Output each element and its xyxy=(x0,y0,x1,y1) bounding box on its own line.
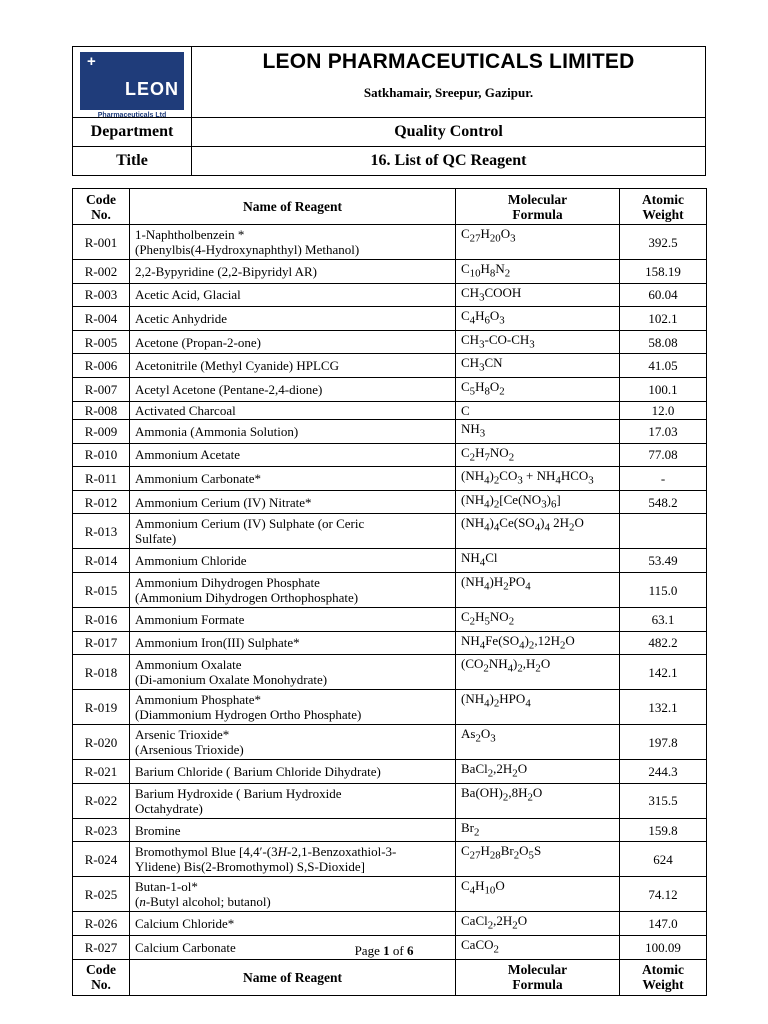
reagent-name: Ammonium Formate xyxy=(130,608,456,632)
reagent-weight: 142.1 xyxy=(620,655,707,690)
reagent-code: R-006 xyxy=(73,354,130,378)
page-number: 1 xyxy=(383,943,390,958)
reagent-formula: C xyxy=(456,401,620,420)
reagent-formula: $BaCl_2,2H_2O$ xyxy=(456,760,620,784)
reagent-formula: $NH_4Fe(SO_4)_2,12H_2O$ xyxy=(456,631,620,655)
table-row xyxy=(73,725,707,760)
company-logo xyxy=(80,52,184,119)
reagent-code: R-002 xyxy=(73,260,130,284)
footer-header-formula: Molecular Formula xyxy=(456,959,620,995)
reagent-code: R-009 xyxy=(73,420,130,444)
table-row xyxy=(73,818,707,842)
table-row xyxy=(73,260,707,284)
reagent-weight: 624 xyxy=(620,842,707,877)
document-header xyxy=(72,46,706,176)
table-row xyxy=(73,912,707,936)
table-footer-row xyxy=(73,959,707,995)
table-row xyxy=(73,631,707,655)
reagent-name: Bromine xyxy=(130,818,456,842)
reagent-formula: $CH_3-CO-CH_3$ xyxy=(456,330,620,354)
reagent-code: R-019 xyxy=(73,690,130,725)
reagent-formula: $NH_3$ xyxy=(456,420,620,444)
reagent-name: Acetone (Propan-2-one) xyxy=(130,330,456,354)
reagent-weight: 115.0 xyxy=(620,573,707,608)
reagent-weight: 315.5 xyxy=(620,783,707,818)
reagent-name: Ammonium Iron(III) Sulphate* xyxy=(130,631,456,655)
reagent-name: Ammonium Cerium (IV) Nitrate* xyxy=(130,490,456,514)
reagent-weight: 77.08 xyxy=(620,443,707,467)
header-code: Code No. xyxy=(73,189,130,225)
reagent-name: Acetyl Acetone (Pentane-2,4-dione) xyxy=(130,377,456,401)
reagent-code: R-014 xyxy=(73,549,130,573)
reagent-weight: 197.8 xyxy=(620,725,707,760)
footer-header-code: Code No. xyxy=(73,959,130,995)
table-row xyxy=(73,573,707,608)
table-row xyxy=(73,608,707,632)
reagent-name: Ammonia (Ammonia Solution) xyxy=(130,420,456,444)
reagent-formula: $C_{10}H_8N_2$ xyxy=(456,260,620,284)
reagent-weight: 159.8 xyxy=(620,818,707,842)
reagent-weight: 548.2 xyxy=(620,490,707,514)
header-weight: Atomic Weight xyxy=(620,189,707,225)
reagent-code: R-012 xyxy=(73,490,130,514)
reagent-name: Ammonium Acetate xyxy=(130,443,456,467)
table-row xyxy=(73,377,707,401)
reagent-weight: 132.1 xyxy=(620,690,707,725)
reagent-code: R-020 xyxy=(73,725,130,760)
reagent-weight xyxy=(620,514,707,549)
reagent-code: R-008 xyxy=(73,401,130,420)
reagent-table xyxy=(72,188,707,996)
reagent-formula: $(NH_4)_2HPO_4$ xyxy=(456,690,620,725)
reagent-code: R-010 xyxy=(73,443,130,467)
reagent-formula: $C_{27}H_{28}Br_2O_5S$ xyxy=(456,842,620,877)
reagent-code: R-023 xyxy=(73,818,130,842)
reagent-name: Ammonium Cerium (IV) Sulphate (or Ceric Sulfate) xyxy=(130,514,456,549)
table-row xyxy=(73,549,707,573)
reagent-name: Barium Hydroxide ( Barium Hydroxide Octahydrate) xyxy=(130,783,456,818)
department-value: Quality Control xyxy=(192,118,706,147)
page-prefix: Page xyxy=(354,943,384,958)
reagent-formula: $(NH_4)H_2PO_4$ xyxy=(456,573,620,608)
reagent-formula: $(NH_4)_2CO_3 + NH_4HCO_3$ xyxy=(456,467,620,491)
table-row xyxy=(73,354,707,378)
reagent-formula: $C_4H_6O_3$ xyxy=(456,307,620,331)
table-body xyxy=(73,225,707,960)
reagent-name: Bromothymol Blue [4,4′-(3H-2,1-Benzoxathiol-3- Ylidene) Bis(2-Bromothymol) S,S-Dioxide] xyxy=(130,842,456,877)
reagent-name: Ammonium Carbonate* xyxy=(130,467,456,491)
reagent-code: R-021 xyxy=(73,760,130,784)
reagent-name: Calcium Carbonate xyxy=(130,936,456,960)
table-row xyxy=(73,760,707,784)
reagent-code: R-015 xyxy=(73,573,130,608)
reagent-formula: $As_2O_3$ xyxy=(456,725,620,760)
table-row xyxy=(73,330,707,354)
reagent-code: R-017 xyxy=(73,631,130,655)
reagent-name: Acetic Acid, Glacial xyxy=(130,283,456,307)
reagent-code: R-007 xyxy=(73,377,130,401)
reagent-code: R-022 xyxy=(73,783,130,818)
reagent-formula: $(NH_4)_2[Ce(NO_3)_6]$ xyxy=(456,490,620,514)
reagent-formula: $C_2H_7NO_2$ xyxy=(456,443,620,467)
table-row xyxy=(73,490,707,514)
logo-word: LEON xyxy=(124,79,179,99)
reagent-code: R-003 xyxy=(73,283,130,307)
table-row xyxy=(73,283,707,307)
page-total: 6 xyxy=(406,943,414,958)
header-name: Name of Reagent xyxy=(130,189,456,225)
reagent-weight: 17.03 xyxy=(620,420,707,444)
reagent-name: Activated Charcoal xyxy=(130,401,456,420)
reagent-name: Ammonium Phosphate* (Diammonium Hydrogen Ortho Phosphate) xyxy=(130,690,456,725)
reagent-weight: - xyxy=(620,467,707,491)
reagent-weight: 100.09 xyxy=(620,936,707,960)
reagent-weight: 58.08 xyxy=(620,330,707,354)
reagent-code: R-025 xyxy=(73,877,130,912)
table-row xyxy=(73,514,707,549)
logo-plus-icon: + xyxy=(87,53,96,70)
reagent-name: 2,2-Bypyridine (2,2-Bipyridyl AR) xyxy=(130,260,456,284)
header-formula: Molecular Formula xyxy=(456,189,620,225)
reagent-weight: 60.04 xyxy=(620,283,707,307)
company-name: LEON PHARMACEUTICALS LIMITED xyxy=(262,50,635,73)
table-row xyxy=(73,420,707,444)
reagent-name: Ammonium Oxalate (Di-amonium Oxalate Monohydrate) xyxy=(130,655,456,690)
reagent-code: R-024 xyxy=(73,842,130,877)
reagent-formula: $CH_3CN$ xyxy=(456,354,620,378)
reagent-code: R-016 xyxy=(73,608,130,632)
reagent-name: Calcium Chloride* xyxy=(130,912,456,936)
reagent-weight: 102.1 xyxy=(620,307,707,331)
reagent-weight: 158.19 xyxy=(620,260,707,284)
table-row xyxy=(73,443,707,467)
reagent-formula: $CaCl_2,2H_2O$ xyxy=(456,912,620,936)
reagent-formula: $CH_3COOH$ xyxy=(456,283,620,307)
department-label: Department xyxy=(73,118,192,147)
table-row xyxy=(73,655,707,690)
reagent-weight: 244.3 xyxy=(620,760,707,784)
table-row xyxy=(73,690,707,725)
reagent-weight: 100.1 xyxy=(620,377,707,401)
table-row xyxy=(73,467,707,491)
title-value: 16. List of QC Reagent xyxy=(192,147,706,176)
reagent-formula: CaCO$_2$ xyxy=(456,936,620,960)
reagent-formula: $Ba(OH)_2,8H_2O$ xyxy=(456,783,620,818)
table-row xyxy=(73,783,707,818)
table-row xyxy=(73,225,707,260)
page-footer xyxy=(0,943,768,959)
reagent-formula: $C_5H_8O_2$ xyxy=(456,377,620,401)
reagent-code: R-001 xyxy=(73,225,130,260)
reagent-formula: $C_{27}H_{20}O_3$ xyxy=(456,225,620,260)
reagent-name: Ammonium Chloride xyxy=(130,549,456,573)
reagent-code: R-013 xyxy=(73,514,130,549)
reagent-formula: $Br_2$ xyxy=(456,818,620,842)
footer-header-name: Name of Reagent xyxy=(130,959,456,995)
reagent-weight: 482.2 xyxy=(620,631,707,655)
company-block xyxy=(192,47,706,118)
company-address: Satkhamair, Sreepur, Gazipur. xyxy=(363,85,534,100)
reagent-name: 1-Naphtholbenzein * (Phenylbis(4-Hydroxynaphthyl) Methanol) xyxy=(130,225,456,260)
reagent-formula: $C_2H_5NO_2$ xyxy=(456,608,620,632)
reagent-name: Acetonitrile (Methyl Cyanide) HPLCG xyxy=(130,354,456,378)
title-label: Title xyxy=(73,147,192,176)
reagent-formula: $(NH_4)_4Ce(SO_4)_4$ $2H_2O$ xyxy=(456,514,620,549)
reagent-name: Butan-1-ol* (n-Butyl alcohol; butanol) xyxy=(130,877,456,912)
table-row xyxy=(73,842,707,877)
table-row xyxy=(73,307,707,331)
footer-header-weight: Atomic Weight xyxy=(620,959,707,995)
reagent-weight: 392.5 xyxy=(620,225,707,260)
reagent-formula: $(CO_2NH_4)_2,H_2O$ xyxy=(456,655,620,690)
reagent-code: R-026 xyxy=(73,912,130,936)
reagent-weight: 12.0 xyxy=(620,401,707,420)
reagent-weight: 63.1 xyxy=(620,608,707,632)
page-sep: of xyxy=(389,943,407,958)
table-row xyxy=(73,401,707,420)
reagent-code: R-011 xyxy=(73,467,130,491)
reagent-code: R-027 xyxy=(73,936,130,960)
reagent-weight: 74.12 xyxy=(620,877,707,912)
table-header-row xyxy=(73,189,707,225)
reagent-name: Acetic Anhydride xyxy=(130,307,456,331)
reagent-code: R-005 xyxy=(73,330,130,354)
reagent-code: R-018 xyxy=(73,655,130,690)
reagent-formula: $C_4H_{10}O$ xyxy=(456,877,620,912)
logo-tagline: Pharmaceuticals Ltd xyxy=(97,112,167,119)
logo-cell xyxy=(73,47,192,118)
table-row xyxy=(73,877,707,912)
reagent-name: Ammonium Dihydrogen Phosphate (Ammonium Dihydrogen Orthophosphate) xyxy=(130,573,456,608)
reagent-weight: 53.49 xyxy=(620,549,707,573)
reagent-code: R-004 xyxy=(73,307,130,331)
reagent-name: Arsenic Trioxide* (Arsenious Trioxide) xyxy=(130,725,456,760)
reagent-name: Barium Chloride ( Barium Chloride Dihydrate) xyxy=(130,760,456,784)
reagent-weight: 147.0 xyxy=(620,912,707,936)
reagent-weight: 41.05 xyxy=(620,354,707,378)
reagent-formula: $NH_4Cl$ xyxy=(456,549,620,573)
